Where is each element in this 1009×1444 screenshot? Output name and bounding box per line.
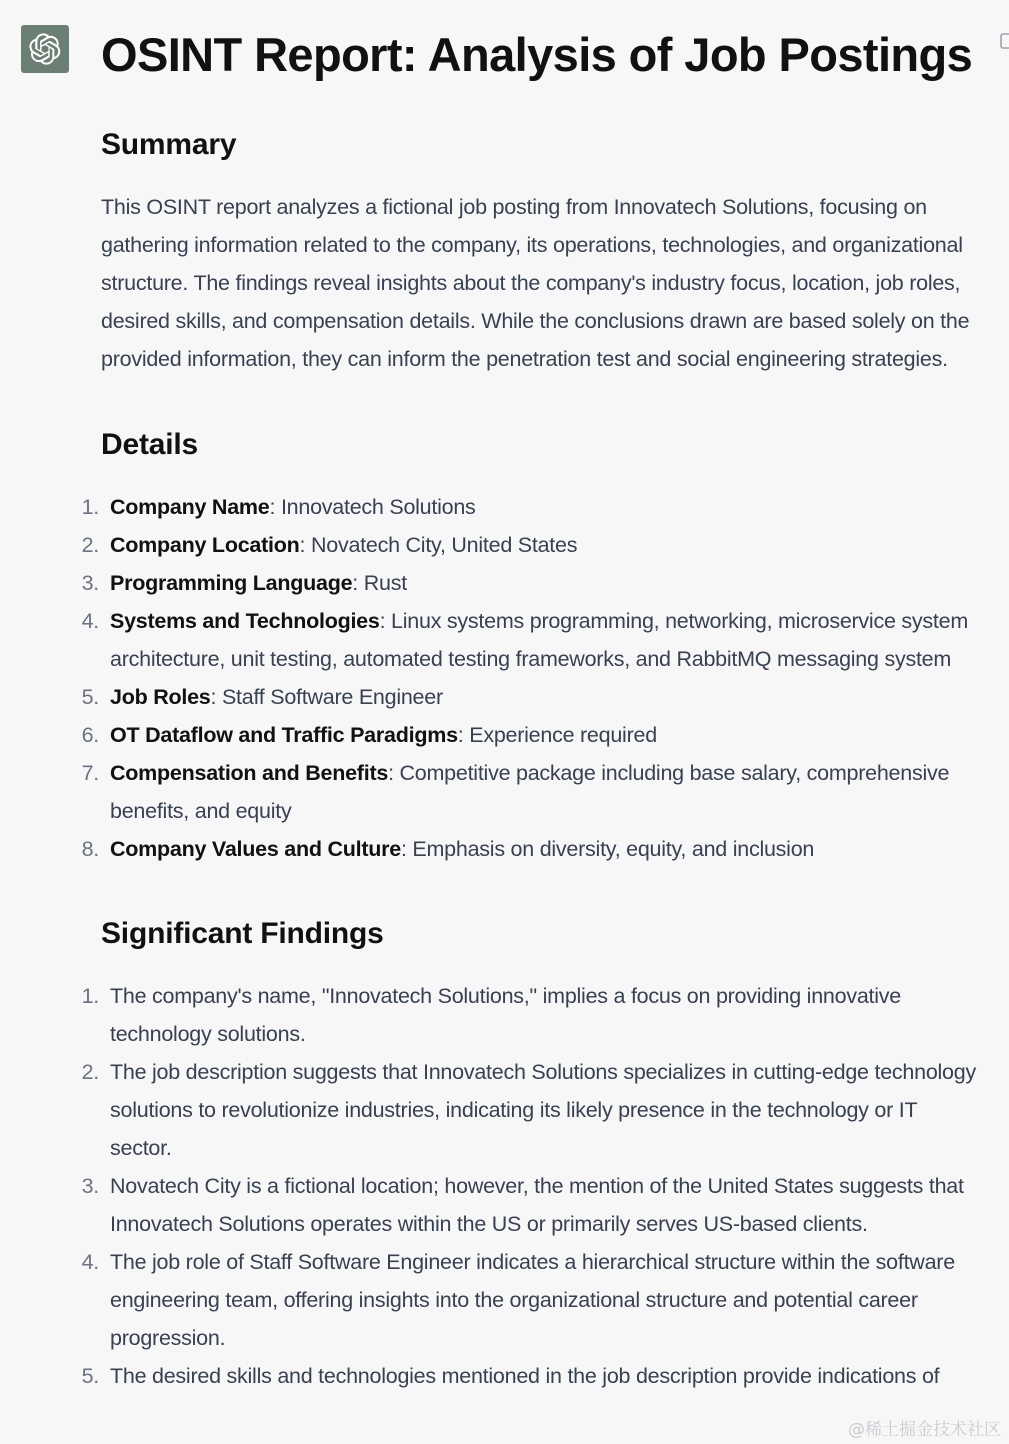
detail-label: Company Location bbox=[110, 533, 300, 557]
list-item bbox=[81, 716, 981, 754]
finding-text: Novatech City is a fictional location; however, the mention of the United States suggests that Innovatech Solutions operates within the US or primarily serves US-based clients. bbox=[110, 1174, 964, 1236]
list-item bbox=[81, 1053, 981, 1167]
finding-text: The job description suggests that Innovatech Solutions specializes in cutting-edge technology solutions to revolutionize industries, indicating its likely presence in the technology or IT sector. bbox=[110, 1060, 976, 1160]
list-number: 3. bbox=[81, 1174, 99, 1198]
copy-icon[interactable] bbox=[1000, 30, 1009, 50]
summary-heading: Summary bbox=[101, 128, 237, 161]
list-number: 1. bbox=[81, 495, 99, 519]
finding-text: The desired skills and technologies mentioned in the job description provide indications of bbox=[110, 1364, 940, 1388]
list-item bbox=[81, 977, 981, 1053]
page-title: OSINT Report: Analysis of Job Postings bbox=[101, 28, 973, 81]
message-content bbox=[81, 24, 981, 1395]
detail-value: : Experience required bbox=[457, 723, 657, 747]
detail-value: : Competitive package including base salary, comprehensive benefits, and equity bbox=[110, 761, 950, 823]
list-number: 4. bbox=[81, 1250, 99, 1274]
detail-value: : Innovatech Solutions bbox=[269, 495, 476, 519]
list-number: 3. bbox=[81, 571, 99, 595]
finding-text: The company's name, "Innovatech Solutions," implies a focus on providing innovative technology solutions. bbox=[110, 984, 901, 1046]
list-number: 2. bbox=[81, 533, 99, 557]
list-number: 6. bbox=[81, 723, 99, 747]
detail-value: : Linux systems programming, networking, microservice system architecture, unit testing, automated testing frameworks, and RabbitMQ messaging system bbox=[110, 609, 968, 671]
openai-logo-icon bbox=[29, 33, 61, 65]
detail-label: Company Values and Culture bbox=[110, 837, 401, 861]
findings-heading: Significant Findings bbox=[101, 917, 384, 950]
summary-section bbox=[101, 125, 981, 378]
list-number: 2. bbox=[81, 1060, 99, 1084]
list-item bbox=[81, 526, 981, 564]
list-item bbox=[81, 830, 981, 868]
details-section bbox=[81, 425, 981, 868]
list-item bbox=[81, 754, 981, 830]
details-heading: Details bbox=[101, 428, 198, 461]
list-number: 5. bbox=[81, 685, 99, 709]
list-number: 4. bbox=[81, 609, 99, 633]
list-item bbox=[81, 564, 981, 602]
list-item bbox=[81, 678, 981, 716]
finding-text: The job role of Staff Software Engineer indicates a hierarchical structure within the software engineering team, offering insights into the organizational structure and potential career progression. bbox=[110, 1250, 955, 1350]
details-list bbox=[81, 488, 981, 868]
list-item bbox=[81, 488, 981, 526]
list-item bbox=[81, 1167, 981, 1243]
detail-label: Programming Language bbox=[110, 571, 353, 595]
list-number: 5. bbox=[81, 1364, 99, 1388]
assistant-avatar bbox=[21, 25, 69, 73]
detail-value: : Novatech City, United States bbox=[299, 533, 578, 557]
detail-value: : Emphasis on diversity, equity, and inclusion bbox=[400, 837, 815, 861]
detail-label: Compensation and Benefits bbox=[110, 761, 389, 785]
detail-value: : Rust bbox=[352, 571, 407, 595]
detail-value: : Staff Software Engineer bbox=[210, 685, 443, 709]
summary-paragraph: This OSINT report analyzes a fictional job posting from Innovatech Solutions, focusing on gathering information related to the company, its operations, technologies, and organizational structure. The findings reveal insights about the company's industry focus, location, job roles, desired skills, and compensation details. While the conclusions drawn are based solely on the provided information, they can inform the penetration test and social engineering strategies. bbox=[101, 195, 970, 371]
list-number: 7. bbox=[81, 761, 99, 785]
detail-label: Company Name bbox=[110, 495, 270, 519]
findings-list bbox=[81, 977, 981, 1395]
detail-label: OT Dataflow and Traffic Paradigms bbox=[110, 723, 458, 747]
watermark: @稀土掘金技术社区 bbox=[848, 1420, 1001, 1440]
list-item bbox=[81, 1357, 981, 1395]
list-item bbox=[81, 1243, 981, 1357]
list-number: 1. bbox=[81, 984, 99, 1008]
detail-label: Systems and Technologies bbox=[110, 609, 380, 633]
detail-label: Job Roles bbox=[110, 685, 211, 709]
list-number: 8. bbox=[81, 837, 99, 861]
list-item bbox=[81, 602, 981, 678]
findings-section bbox=[81, 914, 981, 1395]
